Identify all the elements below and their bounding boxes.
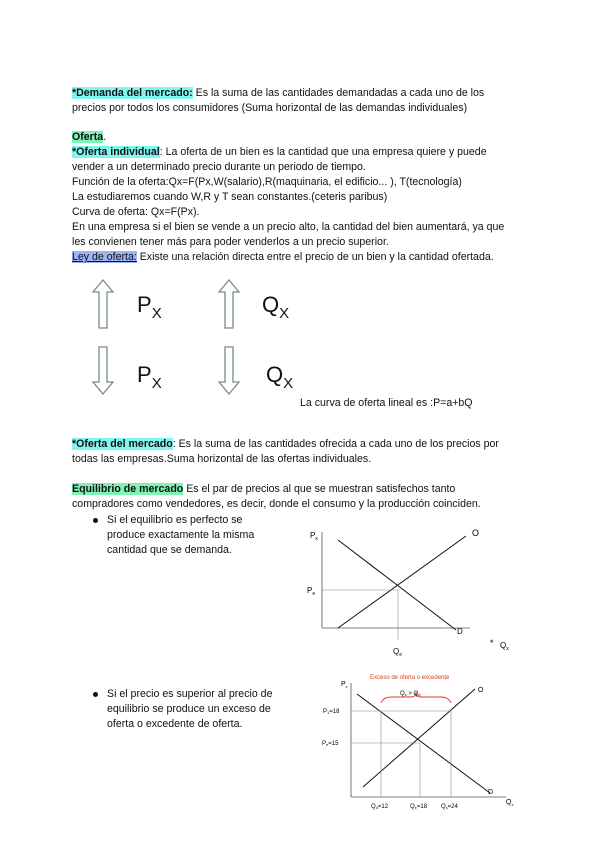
graph1-y-label: $P_x$ [310,531,318,542]
graph2-demand-curve [357,694,490,793]
graph2-o-label: O [478,687,484,694]
oferta-mercado-label: *Oferta del mercado [72,438,173,450]
demanda-mercado-label: *Demanda del mercado: [72,87,193,99]
oferta-estudiaremos: La estudiaremos cuando W,R y T sean constantes.(ceteris paribus) [72,191,388,203]
oferta-individual-label: *Oferta individual [72,146,160,158]
graph2-d-label: D [488,789,494,796]
oferta-individual-text2: vender a un determinado precio durante un periodo de tiempo. [72,161,366,173]
equilibrio-text1: Es el par de precios al que se muestran satisfechos tanto [183,483,456,495]
graph1-o-label: O [472,528,480,538]
graph2-title: Exceso de oferta o excedente [370,675,450,681]
bullet-1-text: Si el equilibrio es perfecto se produce exactamente la misma cantidad que se demanda. [107,514,255,556]
graph2-y-label: $P_x$ [341,681,348,689]
graph1-d-label: D [457,627,463,636]
graph1-qe-label: $Q_e$ [393,647,403,658]
graph2-qs-label: Qs=24 [441,804,458,810]
bullet-2-text: Si el precio es superior al precio de equilibrio se produce un exceso de oferta o excedente de oferta. [107,688,273,730]
graph2-qe-label: Qe=18 [410,804,428,810]
demanda-mercado-text2: precios por todos los consumidores (Suma horizontal de las demandas individuales) [72,102,468,114]
graph2-x-label: $Q_x$ [506,799,514,807]
qx-up-symbol: $Q_X$ [262,292,290,322]
oferta-mercado-text2: todas las empresas.Suma horizontal de las ofertas individuales. [72,453,372,465]
equilibrio-label: Equilibrio de mercado [72,483,184,495]
graph2-supply-curve [363,689,475,787]
oferta-title: Oferta [72,131,104,143]
graph2-pe-label: Pe=15 [322,741,339,747]
px-up-symbol: $P_X$ [137,292,162,322]
graph1-pe-label: $P_e$ [307,586,316,597]
ley-oferta-text: Existe una relación directa entre el precio de un bien y la cantidad ofertada. [136,251,494,263]
oferta-mercado-text1: : Es la suma de las cantidades ofrecida a cada uno de los precios por [172,438,499,450]
demanda-mercado-text1: Es la suma de las cantidades demandadas a cada uno de los [192,87,485,99]
curva-lineal-text: La curva de oferta lineal es :P=a+bQ [300,397,473,409]
qx-down-symbol: $Q_X$ [266,362,294,392]
ley-oferta-label: Ley de oferta: [72,251,137,263]
graph2-qd-label: Qd=12 [371,804,389,810]
graph2-p1-label: P1=18 [323,709,340,715]
oferta-empresa1: En una empresa si el bien se vende a un precio alto, la cantidad del bien aumentará, ya que [72,221,505,233]
oferta-funcion: Función de la oferta:Qx=F(Px,W(salario),R(maquinaria, el edificio... ), T(tecnología) [72,176,462,188]
graph1-star: * [490,638,494,648]
equilibrio-text2: compradores como vendedores, es decir, donde el consumo y la producción coinciden. [72,498,481,510]
graph1-x-label: $Q_x$ [500,641,509,652]
px-down-symbol: $P_X$ [137,362,162,392]
oferta-curva: Curva de oferta: Qx=F(Px). [72,206,200,218]
oferta-individual-text1: : La oferta de un bien es la cantidad que una empresa quiere y puede [159,146,487,158]
graph2-bracket-label: Qs > Qd [400,691,421,697]
oferta-title-suffix: . [103,131,107,143]
oferta-empresa2: les convienen tener más para poder venderlos a un precio superior. [72,236,389,248]
